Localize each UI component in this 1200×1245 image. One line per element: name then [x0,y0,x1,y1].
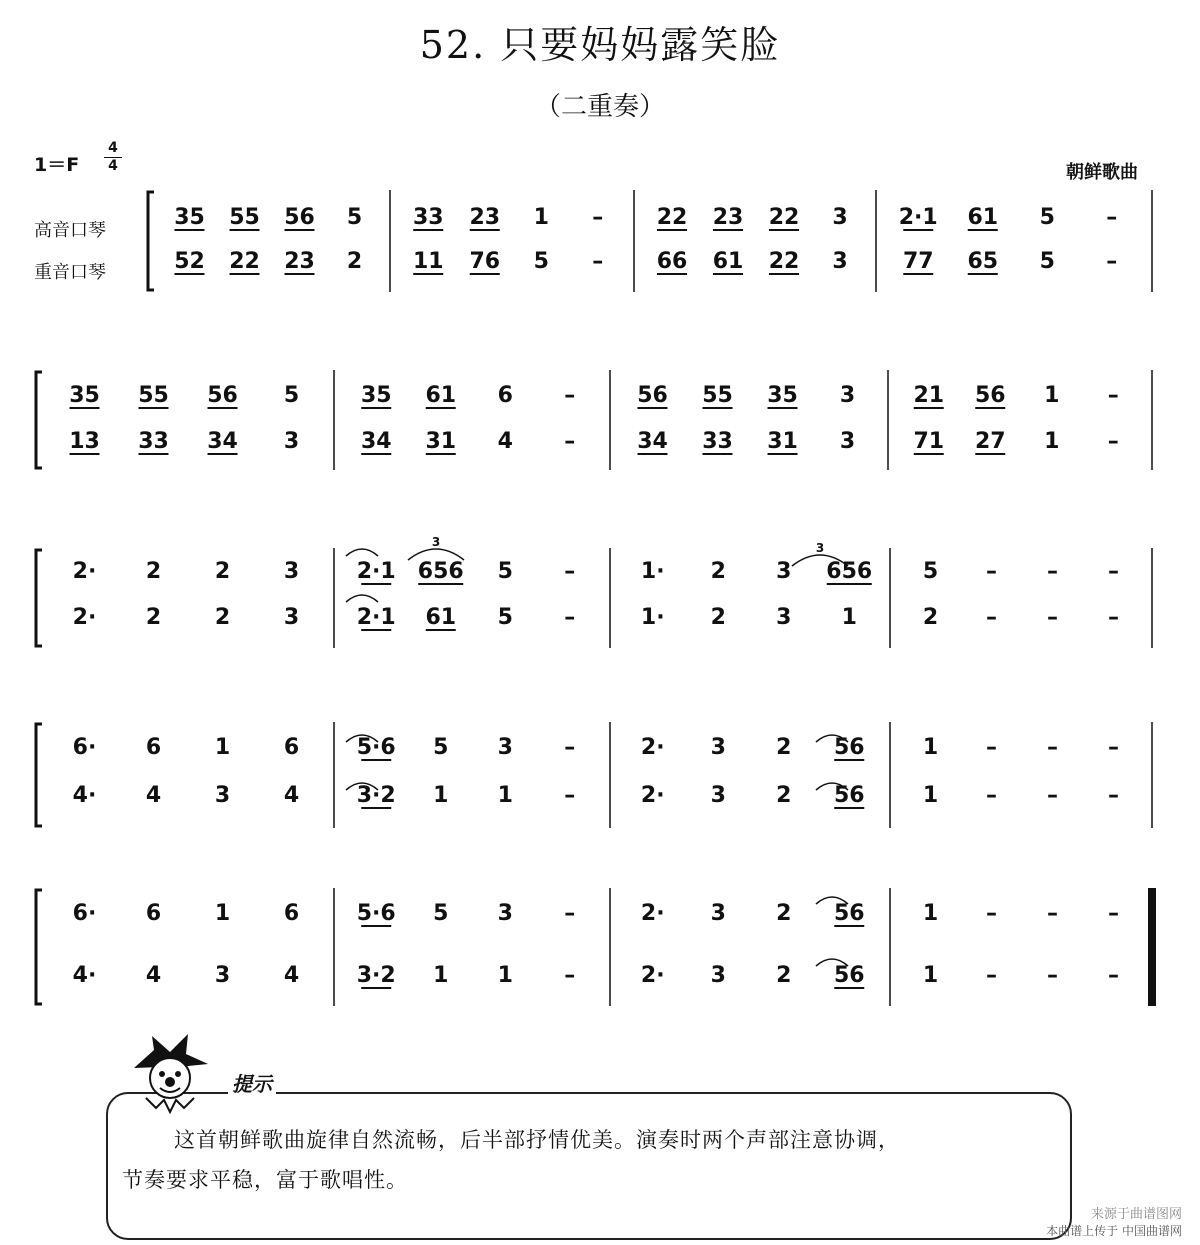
note-upper: 56 [833,735,865,760]
note-upper: – [564,901,576,926]
note-upper: 56 [284,205,315,230]
note-upper: 56 [207,383,238,408]
slur [346,549,378,556]
note-upper: 56 [833,901,865,926]
note-upper: 3 [497,735,513,760]
note-lower: 71 [913,429,945,454]
note-lower: 1 [922,783,939,808]
note-upper: 5·6 [356,735,396,760]
system-bracket [36,724,42,826]
note-upper: – [1108,735,1119,760]
note-lower: 61 [712,249,744,274]
note-upper: 3 [832,205,848,230]
note-lower: 1 [433,783,449,808]
note-upper: 6· [72,901,97,926]
note-lower: 4 [283,783,300,808]
note-lower: 31 [425,429,457,454]
meter-bottom: 4 [104,157,122,175]
part-label-lower: 重音口琴 [34,262,106,283]
note-lower: 2 [346,249,363,274]
note-lower: 4· [72,963,97,988]
note-lower: 2·1 [356,605,396,630]
note-upper: 22 [768,205,800,230]
note-lower: 1 [433,963,449,988]
note-upper: 35 [360,383,392,408]
note-upper: 5 [433,901,449,926]
note-upper: 22 [656,205,688,230]
note-upper: 5 [283,383,300,408]
note-lower: 34 [207,429,238,454]
note-upper: 6 [145,735,162,760]
note-upper: 2·1 [898,205,938,230]
note-lower: 5 [1039,249,1055,274]
note-lower: 61 [425,605,457,630]
note-upper: – [986,559,997,584]
note-lower: 66 [656,249,688,274]
note-lower: 1 [922,963,939,988]
note-lower: 3 [776,605,792,630]
note-lower: 56 [833,963,865,988]
note-upper: – [564,559,576,584]
note-upper: 35 [69,383,100,408]
note-lower: 2 [776,783,792,808]
note-lower: 3 [214,963,231,988]
note-upper: 2 [776,901,792,926]
note-upper: – [1047,559,1058,584]
note-upper: 3 [776,559,792,584]
note-lower: 2 [922,605,939,630]
note-lower: 3 [214,783,231,808]
note-lower: – [564,963,576,988]
note-upper: – [1108,901,1119,926]
note-lower: – [1047,783,1058,808]
note-lower: 3 [710,783,726,808]
note-lower: 3·2 [356,963,396,988]
note-upper: 5 [922,559,939,584]
note-lower: 65 [967,249,999,274]
note-upper: 2 [710,559,726,584]
note-lower: 33 [138,429,169,454]
tip-text-line-1: 这首朝鲜歌曲旋律自然流畅，后半部抒情优美。演奏时两个声部注意协调， [174,1128,900,1152]
note-lower: – [564,429,576,454]
note-upper: – [986,735,997,760]
note-lower: 52 [174,249,205,274]
note-upper: – [1047,901,1058,926]
note-upper: 1 [533,205,549,230]
note-lower: 1 [497,783,513,808]
note-upper: 1 [922,901,939,926]
system-bracket [36,372,42,468]
part-label-upper: 高音口琴 [34,220,106,241]
system-bracket [36,890,42,1004]
note-lower: 76 [469,249,501,274]
note-lower: 3 [710,963,726,988]
note-lower: 4 [145,783,162,808]
note-lower: 31 [767,429,798,454]
note-lower: 56 [833,783,865,808]
page-title: 52. 只要妈妈露笑脸 [419,23,781,67]
note-lower: – [1108,963,1119,988]
note-upper: 5 [346,205,363,230]
note-upper: 55 [702,383,733,408]
note-lower: – [564,783,576,808]
note-lower: 1· [640,605,665,630]
note-lower: 13 [69,429,100,454]
note-upper: 3 [710,735,726,760]
note-lower: 4 [283,963,300,988]
note-lower: 3 [832,249,848,274]
note-upper: 2 [214,559,231,584]
watermark-source: 来源于曲谱图网 [1090,1207,1182,1222]
note-lower: 2 [776,963,792,988]
note-upper: 1 [1044,383,1060,408]
note-lower: 27 [974,429,1006,454]
note-lower: 34 [360,429,392,454]
note-lower: 1 [841,605,857,630]
note-upper: 23 [712,205,744,230]
note-lower: – [1047,963,1058,988]
note-lower: 23 [284,249,315,274]
tip-text-line-2: 节奏要求平稳，富于歌唱性。 [122,1168,408,1192]
note-upper: – [986,901,997,926]
note-lower: – [1047,605,1058,630]
note-upper: – [564,735,576,760]
composer-credit: 朝鲜歌曲 [1066,162,1138,183]
note-upper: 2· [72,559,97,584]
note-upper: 23 [469,205,501,230]
clown-icon [124,1028,216,1120]
note-lower: 22 [768,249,800,274]
note-lower: 22 [229,249,260,274]
note-lower: – [986,963,997,988]
note-lower: – [1106,249,1118,274]
note-lower: 3 [839,429,856,454]
note-upper: 6 [283,901,300,926]
system-bracket [148,192,154,290]
note-upper: 55 [138,383,169,408]
note-upper: 656 [417,559,464,584]
note-upper: 6 [497,383,513,408]
note-upper: 1· [640,559,665,584]
system-bracket [36,550,42,646]
note-lower: – [592,249,604,274]
note-lower: 2 [710,605,726,630]
note-lower: 4 [497,429,513,454]
note-upper: – [1047,735,1058,760]
note-lower: 3·2 [356,783,396,808]
note-lower: 2· [640,963,665,988]
note-upper: 56 [974,383,1006,408]
note-upper: 61 [425,383,457,408]
note-lower: 4 [145,963,162,988]
note-upper: 5·6 [356,901,396,926]
watermark-upload: 本曲谱上传于 中国曲谱网 [1046,1224,1182,1238]
note-upper: 3 [283,559,300,584]
note-lower: 2 [145,605,162,630]
note-lower: 34 [637,429,668,454]
key-signature: 1＝F [34,154,80,176]
note-lower: 5 [533,249,549,274]
note-lower: 4· [72,783,97,808]
note-upper: 3 [710,901,726,926]
note-lower: 2· [640,783,665,808]
note-lower: – [564,605,576,630]
slur [346,595,378,602]
note-upper: – [564,383,576,408]
note-lower: 33 [702,429,733,454]
note-lower: – [1108,783,1119,808]
note-lower: 11 [412,249,444,274]
note-lower: – [986,605,997,630]
note-upper: 35 [767,383,798,408]
note-upper: 5 [497,559,513,584]
note-lower: 77 [902,249,934,274]
note-upper: 1 [922,735,939,760]
note-upper: 3 [839,383,856,408]
note-upper: 6· [72,735,97,760]
note-upper: 56 [637,383,668,408]
note-upper: 2· [640,735,665,760]
note-lower: 3 [283,605,300,630]
note-upper: 656 [826,559,873,584]
note-upper: 5 [433,735,449,760]
note-upper: 2·1 [356,559,396,584]
note-upper: 1 [214,901,231,926]
tuplet-mark: 3 [431,535,441,549]
note-lower: – [986,783,997,808]
note-lower: 1 [1044,429,1060,454]
tuplet-mark: 3 [815,541,825,555]
note-upper: 1 [214,735,231,760]
note-upper: 3 [497,901,513,926]
note-lower: 5 [497,605,513,630]
note-upper: – [592,205,604,230]
note-upper: 5 [1039,205,1055,230]
tip-heading: 提示 [228,1068,276,1097]
note-lower: 3 [283,429,300,454]
note-upper: 33 [412,205,444,230]
note-upper: 21 [913,383,945,408]
note-upper: 6 [283,735,300,760]
note-upper: 6 [145,901,162,926]
note-upper: – [1107,383,1119,408]
note-lower: – [1107,429,1119,454]
note-lower: 1 [497,963,513,988]
note-lower: 2 [214,605,231,630]
note-upper: 2 [776,735,792,760]
note-upper: 61 [967,205,999,230]
note-upper: – [1106,205,1118,230]
note-upper: – [1108,559,1119,584]
watermark [1046,1203,1182,1239]
note-upper: 2· [640,901,665,926]
page-subtitle: （二重奏） [534,92,665,122]
note-upper: 55 [229,205,260,230]
note-upper: 35 [174,205,205,230]
note-lower: 2· [72,605,97,630]
note-lower: – [1108,605,1119,630]
meter-top: 4 [108,140,118,156]
note-upper: 2 [145,559,162,584]
